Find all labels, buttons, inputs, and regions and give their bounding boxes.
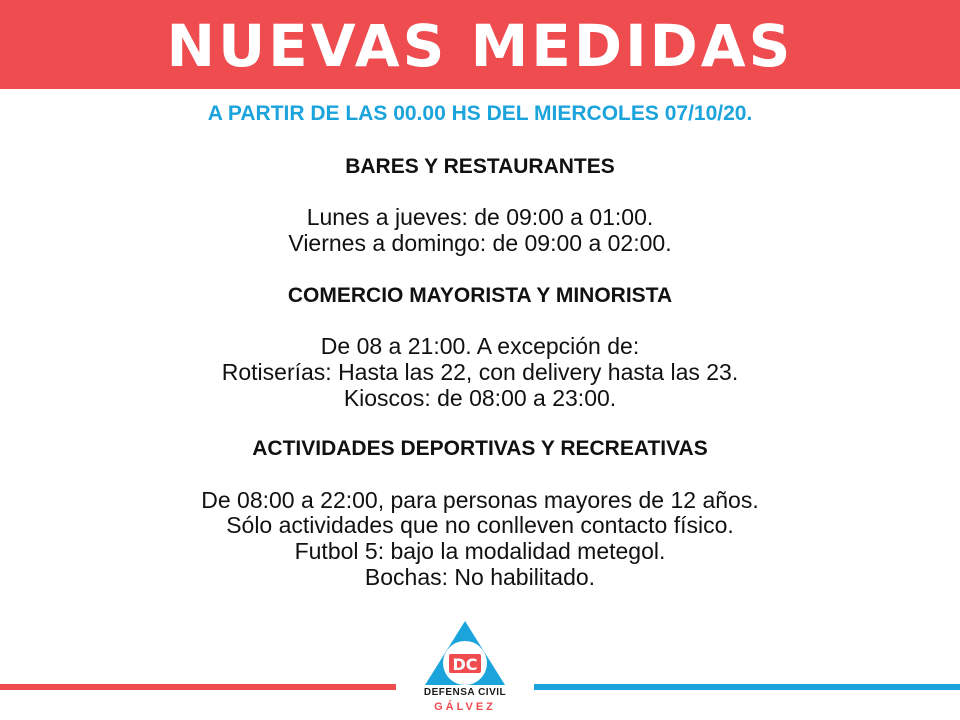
- logo-initials: DC: [452, 655, 478, 674]
- logo-org-name: DEFENSA CIVIL: [423, 687, 507, 698]
- commerce-line-3: Kioscos: de 08:00 a 23:00.: [343, 385, 617, 411]
- bars-line-1: Lunes a jueves: de 09:00 a 01:00.: [306, 204, 654, 230]
- page-title: NUEVAS MEDIDAS: [166, 11, 794, 80]
- logo-city-name: GÁLVEZ: [434, 701, 496, 713]
- commerce-line-2: Rotiserías: Hasta las 22, con delivery hasta las 23.: [221, 359, 739, 385]
- section-heading-bars: BARES Y RESTAURANTES: [345, 155, 615, 178]
- bars-line-2: Viernes a domingo: de 09:00 a 02:00.: [288, 230, 672, 256]
- section-heading-sports: ACTIVIDADES DEPORTIVAS Y RECREATIVAS: [252, 437, 708, 460]
- sports-line-1: De 08:00 a 22:00, para personas mayores de 12 años.: [201, 487, 759, 513]
- footer-rule-red: [0, 684, 396, 690]
- sports-line-2: Sólo actividades que no conlleven contacto físico.: [226, 512, 734, 538]
- sports-line-3: Futbol 5: bajo la modalidad metegol.: [294, 538, 666, 564]
- section-heading-commerce: COMERCIO MAYORISTA Y MINORISTA: [287, 284, 673, 307]
- effective-date-subtitle: A PARTIR DE LAS 00.00 HS DEL MIERCOLES 07/10/20.: [207, 102, 753, 125]
- civil-defense-triangle-icon: [397, 617, 533, 687]
- header-banner: [0, 0, 960, 89]
- footer-rule-blue: [534, 684, 960, 690]
- sports-line-4: Bochas: No habilitado.: [364, 564, 596, 590]
- commerce-line-1: De 08 a 21:00. A excepción de:: [320, 333, 640, 359]
- defensa-civil-logo: [397, 617, 533, 720]
